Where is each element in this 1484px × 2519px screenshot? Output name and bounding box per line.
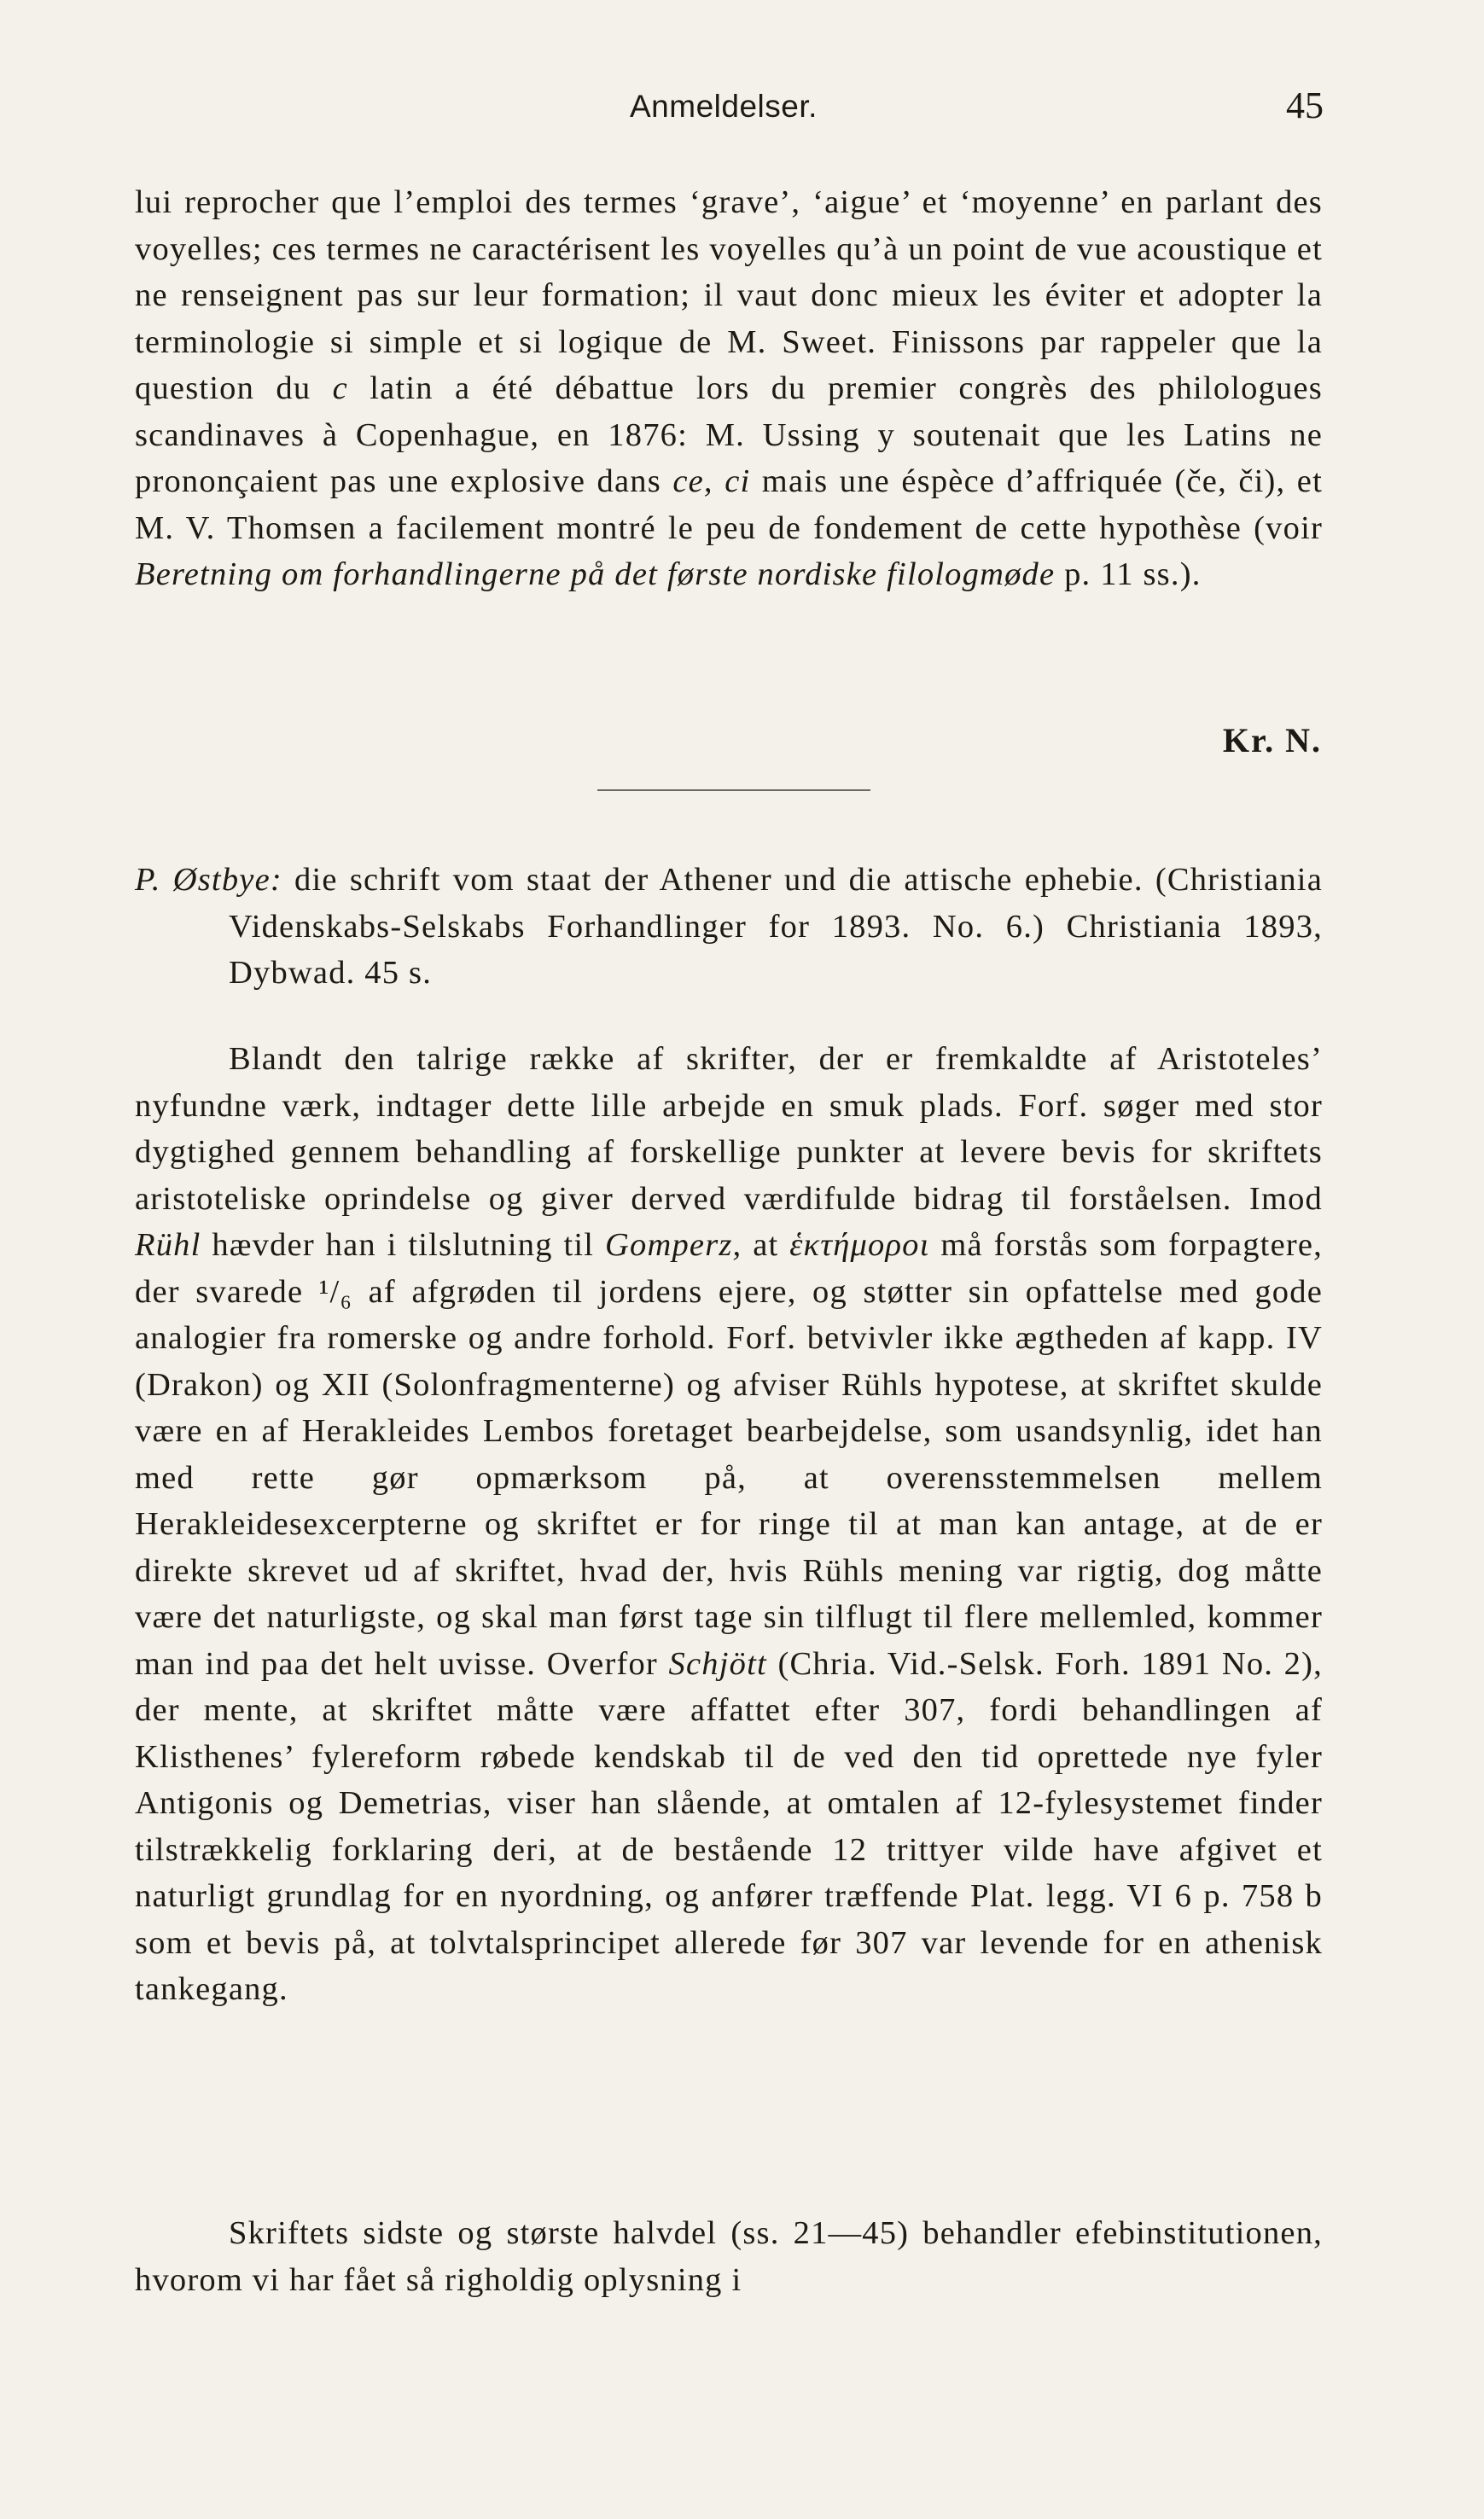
cited-work-title: Beretning om forhandlingerne på det første nordiske filologmøde: [135, 556, 1056, 592]
review-body: [135, 1036, 1323, 2013]
page-number: 45: [1286, 84, 1324, 126]
page-header: [0, 82, 1484, 133]
review-body-2: [135, 2210, 1323, 2303]
section-divider: [597, 789, 870, 791]
review-continuation-paragraph: lui reprocher que l’emploi des termes ‘grave’, ‘aigue’ et ‘moyenne’ en parlant des voyelles; ces termes ne caractérisent les voyelles qu’à un point de vue acoustique et ne renseignent pas sur leur formation; il vaut donc mieux les éviter et adopter la terminologie si simple et si logique de M. Sweet. Finissons par rappeler que la question du c latin a été débattue lors du premier congrès des philologues scandinaves à Copenhague, en 1876: M. Ussing y soutenait que les Latins ne prononçaient pas une explosive dans ce, ci mais une éspèce d’affriquée (če, či), et M. V. Thomsen a facilement montré le peu de fondement de cette hypothèse (voir Beretning om forhandlingerne på det første nordiske filologmøde p. 11 ss.).: [135, 184, 1323, 592]
review-paragraph-1: Blandt den talrige række af skrifter, der er fremkaldte af Aristoteles’ nyfundne værk, indtager dette lille arbejde en smuk plads. Forf. søger med stor dygtighed gennem behandling af forskellige punkter at levere bevis for skriftets aristoteliske oprindelse og giver derved værdifulde bidrag til forståelsen. Imod Rühl hævder han i tilslutning til Gomperz, at ἑκτήμοροι må forstås som forpagtere, der svarede ¹/₆ af afgrøden til jordens ejere, og støtter sin opfattelse med gode analogier fra romerske og andre forhold. Forf. betvivler ikke ægtheden af kapp. IV (Drakon) og XII (Solonfragmenterne) og afviser Rühls hypotese, at skriftet skulde være en af Herakleides Lembos foretaget bearbejdelse, som usandsynlig, idet han med rette gør opmærksom på, at overensstemmelsen mellem Herakleidesexcerpterne og skriftet er for ringe til at man kan antage, at de er direkte skrevet ud af skriftet, hvad der, hvis Rühls mening var rigtig, dog måtte være det naturligste, og skal man først tage sin tilflugt til flere mellemled, kommer man ind paa det helt uvisse. Overfor Schjött (Chria. Vid.-Selsk. Forh. 1891 No. 2), der mente, at skriftet måtte være affattet efter 307, fordi behandlingen af Klisthenes’ fylereform røbede kendskab til de ved den tid oprettede nye fyler Antigonis og Demetrias, viser han slående, at omtalen af 12-fylesystemet finder tilstrækkelig forklaring deri, at de bestående 12 trittyer vilde have afgivet et naturligt grundlag for en nyordning, og anfører træffende Plat. legg. VI 6 p. 758 b som et bevis på, at tolvtalsprincipet allerede før 307 var levende for en athenisk tankegang.: [135, 1041, 1323, 2007]
running-head: Anmeldelser.: [630, 89, 818, 124]
review-paragraph-2: Skriftets sidste og største halvdel (ss. 21—45) behandler efebinstitutionen, hvorom vi har fået så righoldig oplysning i: [135, 2215, 1323, 2298]
author-name: P. Østbye:: [135, 862, 282, 898]
reviewer-signature: Kr. N.: [1222, 721, 1322, 759]
review-continuation: [135, 179, 1323, 598]
bibliographic-entry: P. Østbye: die schrift vom staat der Athener und die attische ephebie. (Christiania Videnskabs-Selskabs Forhandlinger for 1893. No. 6.) Christiania 1893, Dybwad. 45 s.: [135, 862, 1323, 991]
